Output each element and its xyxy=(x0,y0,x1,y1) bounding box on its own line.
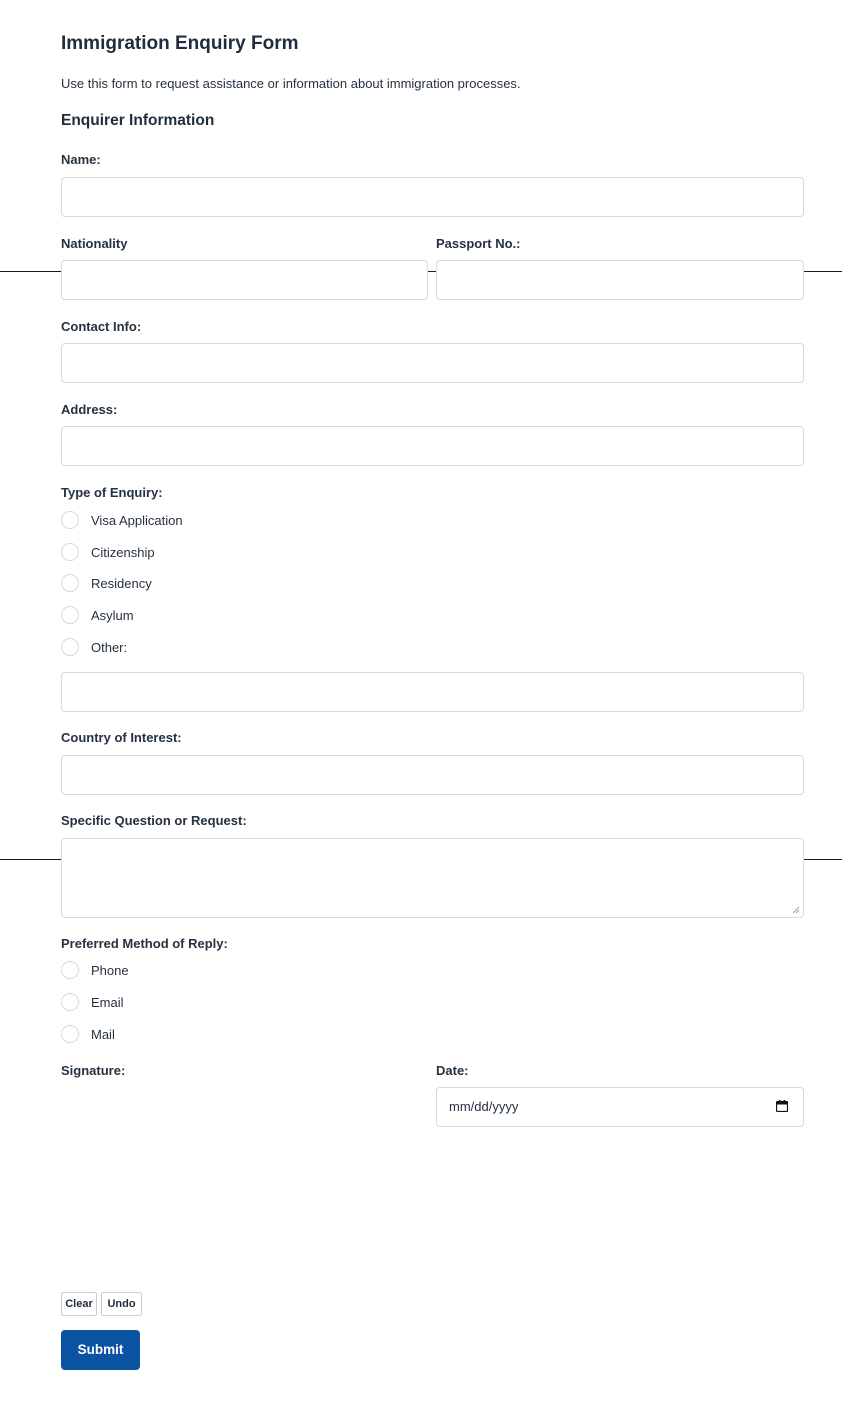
radio-button[interactable] xyxy=(61,961,79,979)
radio-label: Phone xyxy=(91,962,129,978)
radio-label: Visa Application xyxy=(91,512,183,528)
contact-label: Contact Info: xyxy=(61,319,142,334)
reply-option-email[interactable] xyxy=(61,991,124,1013)
radio-button[interactable] xyxy=(61,1025,79,1043)
nationality-label: Nationality xyxy=(61,236,128,251)
section-title: Enquirer Information xyxy=(61,112,215,129)
calendar-icon[interactable] xyxy=(776,1100,788,1112)
form-description: Use this form to request assistance or information about immigration processes. xyxy=(61,76,521,91)
radio-label: Residency xyxy=(91,575,152,591)
resize-handle-icon[interactable] xyxy=(792,906,800,914)
radio-button[interactable] xyxy=(61,543,79,561)
radio-label: Email xyxy=(91,994,124,1010)
undo-button[interactable]: Undo xyxy=(101,1292,142,1316)
date-placeholder: mm/dd/yyyy xyxy=(449,1099,519,1114)
radio-label: Mail xyxy=(91,1026,115,1042)
page-title: Immigration Enquiry Form xyxy=(61,33,299,54)
question-label: Specific Question or Request: xyxy=(61,813,247,828)
radio-button[interactable] xyxy=(61,993,79,1011)
date-input[interactable] xyxy=(436,1087,804,1127)
enquiry-option-other[interactable] xyxy=(61,636,127,658)
passport-input[interactable] xyxy=(436,260,804,300)
enquiry-option-asylum[interactable] xyxy=(61,604,134,626)
enquiry-option-residency[interactable] xyxy=(61,572,152,594)
submit-button[interactable]: Submit xyxy=(61,1330,140,1370)
date-label: Date: xyxy=(436,1063,469,1078)
contact-input[interactable] xyxy=(61,343,804,383)
name-label: Name: xyxy=(61,152,101,167)
signature-pad[interactable] xyxy=(61,1085,428,1285)
signature-label: Signature: xyxy=(61,1063,126,1078)
reply-method-label: Preferred Method of Reply: xyxy=(61,936,228,951)
enquiry-option-citizenship[interactable] xyxy=(61,541,155,563)
radio-button[interactable] xyxy=(61,638,79,656)
radio-button[interactable] xyxy=(61,574,79,592)
name-input[interactable] xyxy=(61,177,804,217)
reply-option-mail[interactable] xyxy=(61,1023,115,1045)
address-input[interactable] xyxy=(61,426,804,466)
enquiry-option-visa[interactable] xyxy=(61,509,183,531)
address-label: Address: xyxy=(61,402,118,417)
radio-label: Citizenship xyxy=(91,544,155,560)
radio-button[interactable] xyxy=(61,606,79,624)
question-textarea[interactable] xyxy=(61,838,804,918)
clear-button[interactable]: Clear xyxy=(61,1292,97,1316)
radio-label: Asylum xyxy=(91,607,134,623)
nationality-input[interactable] xyxy=(61,260,428,300)
radio-button[interactable] xyxy=(61,511,79,529)
other-enquiry-input[interactable] xyxy=(61,672,804,712)
enquiry-type-label: Type of Enquiry: xyxy=(61,485,163,500)
reply-option-phone[interactable] xyxy=(61,959,129,981)
passport-label: Passport No.: xyxy=(436,236,521,251)
country-label: Country of Interest: xyxy=(61,730,182,745)
radio-label: Other: xyxy=(91,639,128,655)
country-input[interactable] xyxy=(61,755,804,795)
